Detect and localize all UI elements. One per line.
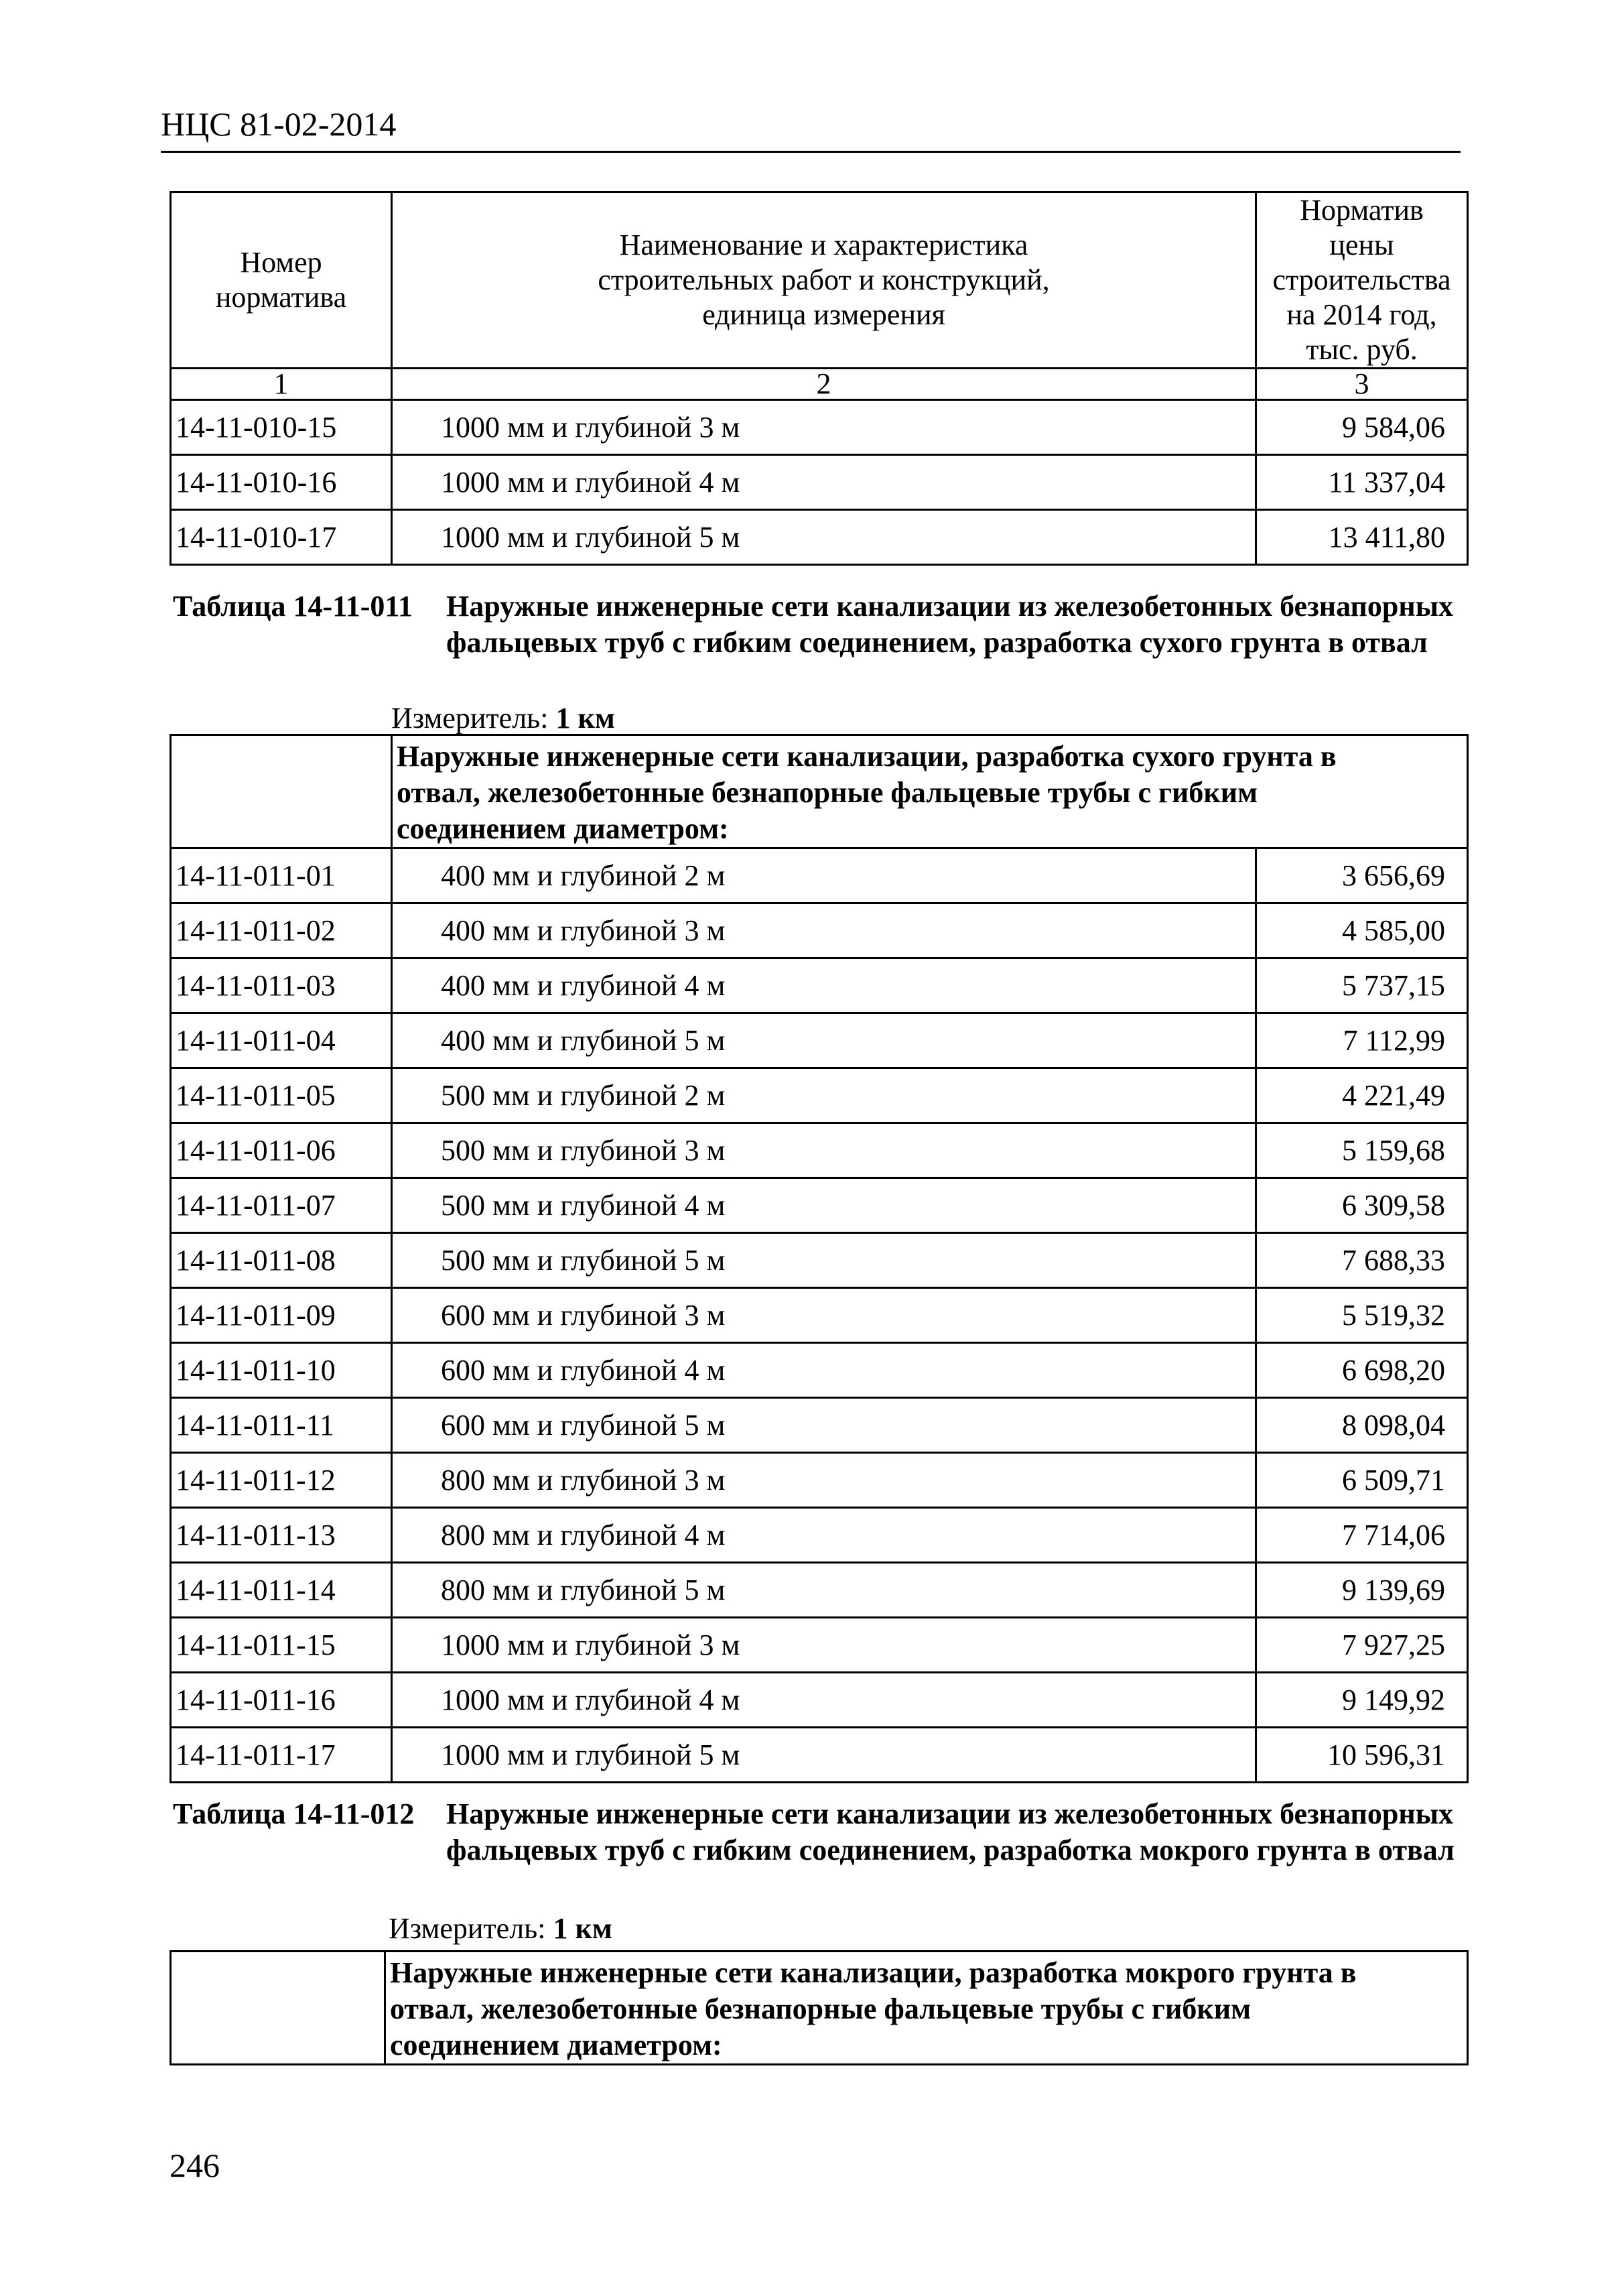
meter-label: Измеритель: (391, 702, 549, 735)
meter-value: 1 км (553, 1912, 612, 1945)
row-code: 14-11-010-15 (171, 400, 392, 455)
table-row (171, 1563, 1468, 1618)
table-011-intro: Наружные инженерные сети канализации, разработка сухого грунта в отвал, железобетонные безнапорные фальцевые трубы с гибким соединением диаметром: (392, 735, 1468, 848)
row-description: 500 мм и глубиной 3 м (392, 1123, 1256, 1178)
row-code: 14-11-011-17 (171, 1728, 392, 1783)
row-code: 14-11-011-09 (171, 1288, 392, 1343)
row-description: 1000 мм и глубиной 3 м (392, 1618, 1256, 1673)
row-code: 14-11-011-07 (171, 1178, 392, 1233)
row-description: 800 мм и глубиной 5 м (392, 1563, 1256, 1618)
row-description: 500 мм и глубиной 4 м (392, 1178, 1256, 1233)
table-012-intro: Наружные инженерные сети канализации, разработка мокрого грунта в отвал, железобетонные безнапорные фальцевые трубы с гибким соединением диаметром: (385, 1952, 1468, 2065)
column-number: 3 (1256, 369, 1468, 400)
table-011-intro-row (171, 735, 1468, 848)
table-row (171, 1508, 1468, 1563)
table-row (171, 1673, 1468, 1728)
table-row (171, 903, 1468, 958)
row-price: 9 584,06 (1256, 400, 1468, 455)
table-011-label: Таблица 14-11-011 (173, 590, 413, 623)
row-description: 800 мм и глубиной 4 м (392, 1508, 1256, 1563)
table-011-caption (173, 588, 1493, 697)
column-number: 2 (392, 369, 1256, 400)
table-row (171, 455, 1468, 510)
row-price: 5 159,68 (1256, 1123, 1468, 1178)
row-code: 14-11-011-04 (171, 1013, 392, 1068)
row-price: 5 737,15 (1256, 958, 1468, 1013)
table-row (171, 1343, 1468, 1398)
row-description: 600 мм и глубиной 5 м (392, 1398, 1256, 1453)
row-description: 400 мм и глубиной 5 м (392, 1013, 1256, 1068)
column-header-price: Норматив цены строительства на 2014 год, тыс. руб. (1256, 192, 1468, 369)
table-012-caption (173, 1796, 1493, 1905)
table-row (171, 1288, 1468, 1343)
table-row (171, 1178, 1468, 1233)
column-number-row (171, 369, 1468, 400)
row-price: 6 509,71 (1256, 1453, 1468, 1508)
price-table-010 (170, 191, 1469, 566)
row-description: 400 мм и глубиной 4 м (392, 958, 1256, 1013)
row-price: 9 149,92 (1256, 1673, 1468, 1728)
page-number: 246 (170, 2147, 220, 2184)
column-header-name: Наименование и характеристика строительных работ и конструкций, единица измерения (392, 192, 1256, 369)
row-price: 13 411,80 (1256, 510, 1468, 565)
row-description: 1000 мм и глубиной 3 м (392, 400, 1256, 455)
intro-empty-cell (171, 1952, 385, 2065)
row-price: 7 927,25 (1256, 1618, 1468, 1673)
row-code: 14-11-011-06 (171, 1123, 392, 1178)
meter-value: 1 км (555, 702, 615, 735)
column-number: 1 (171, 369, 392, 400)
row-price: 3 656,69 (1256, 848, 1468, 903)
table-012-intro-row (171, 1952, 1468, 2065)
table-row (171, 1618, 1468, 1673)
table-row (171, 400, 1468, 455)
table-row (171, 1233, 1468, 1288)
row-code: 14-11-011-16 (171, 1673, 392, 1728)
row-price: 5 519,32 (1256, 1288, 1468, 1343)
row-price: 7 688,33 (1256, 1233, 1468, 1288)
price-table-011 (170, 734, 1469, 1783)
table-row (171, 1013, 1468, 1068)
row-code: 14-11-011-05 (171, 1068, 392, 1123)
intro-empty-cell (171, 735, 392, 848)
row-price: 11 337,04 (1256, 455, 1468, 510)
table-row (171, 510, 1468, 565)
table-row (171, 848, 1468, 903)
row-price: 6 698,20 (1256, 1343, 1468, 1398)
table-012-label: Таблица 14-11-012 (173, 1797, 415, 1830)
table-row (171, 1728, 1468, 1783)
row-code: 14-11-011-15 (171, 1618, 392, 1673)
table-row (171, 1453, 1468, 1508)
row-price: 8 098,04 (1256, 1398, 1468, 1453)
table-header-row (171, 192, 1468, 369)
row-code: 14-11-010-17 (171, 510, 392, 565)
row-price: 9 139,69 (1256, 1563, 1468, 1618)
row-code: 14-11-011-02 (171, 903, 392, 958)
table-row (171, 1123, 1468, 1178)
row-description: 500 мм и глубиной 2 м (392, 1068, 1256, 1123)
row-description: 1000 мм и глубиной 5 м (392, 1728, 1256, 1783)
row-price: 7 112,99 (1256, 1013, 1468, 1068)
row-code: 14-11-011-12 (171, 1453, 392, 1508)
row-price: 7 714,06 (1256, 1508, 1468, 1563)
row-price: 6 309,58 (1256, 1178, 1468, 1233)
row-code: 14-11-011-08 (171, 1233, 392, 1288)
column-header-number: Номер норматива (171, 192, 392, 369)
row-code: 14-11-011-11 (171, 1398, 392, 1453)
row-code: 14-11-011-03 (171, 958, 392, 1013)
table-row (171, 1068, 1468, 1123)
table-011-title: Наружные инженерные сети канализации из железобетонных безнапорных фальцевых труб с гибким соединением, разработка сухого грунта в отвал (446, 590, 1454, 659)
row-description: 800 мм и глубиной 3 м (392, 1453, 1256, 1508)
table-row (171, 1398, 1468, 1453)
row-price: 4 221,49 (1256, 1068, 1468, 1123)
price-table-012 (170, 1950, 1469, 2065)
row-description: 400 мм и глубиной 2 м (392, 848, 1256, 903)
row-description: 1000 мм и глубиной 4 м (392, 455, 1256, 510)
header-rule (161, 151, 1461, 153)
row-price: 4 585,00 (1256, 903, 1468, 958)
table-011-meter (391, 704, 615, 733)
meter-label: Измеритель: (389, 1912, 546, 1945)
table-012-title: Наружные инженерные сети канализации из железобетонных безнапорных фальцевых труб с гибким соединением, разработка мокрого грунта в отвал (446, 1797, 1455, 1866)
row-description: 600 мм и глубиной 4 м (392, 1343, 1256, 1398)
row-code: 14-11-011-13 (171, 1508, 392, 1563)
row-code: 14-11-010-16 (171, 455, 392, 510)
table-row (171, 958, 1468, 1013)
row-code: 14-11-011-01 (171, 848, 392, 903)
row-price: 10 596,31 (1256, 1728, 1468, 1783)
row-description: 600 мм и глубиной 3 м (392, 1288, 1256, 1343)
row-description: 400 мм и глубиной 3 м (392, 903, 1256, 958)
document-code: НЦС 81-02-2014 (161, 105, 397, 143)
row-code: 14-11-011-14 (171, 1563, 392, 1618)
row-description: 500 мм и глубиной 5 м (392, 1233, 1256, 1288)
table-012-meter (389, 1914, 612, 1943)
row-description: 1000 мм и глубиной 4 м (392, 1673, 1256, 1728)
row-code: 14-11-011-10 (171, 1343, 392, 1398)
row-description: 1000 мм и глубиной 5 м (392, 510, 1256, 565)
